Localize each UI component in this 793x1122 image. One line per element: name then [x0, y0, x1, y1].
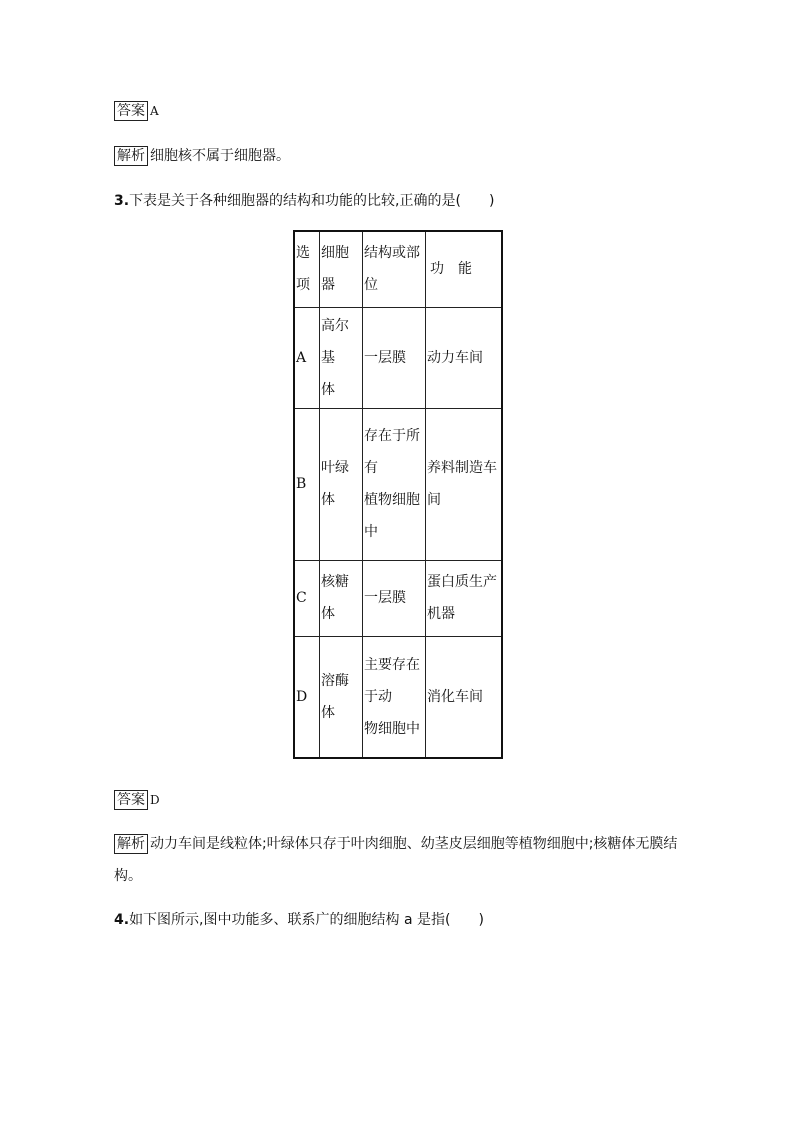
question-number: 4.	[114, 912, 130, 928]
analysis-text: 动力车间是线粒体;叶绿体只存于叶肉细胞、幼茎皮层细胞等植物细胞中;核糖体无膜结	[150, 836, 678, 852]
cell-line: 溶酶体	[321, 672, 349, 721]
header-line: 项	[296, 277, 310, 294]
header-function	[426, 231, 503, 307]
analysis-text: 细胞核不属于细胞器。	[150, 148, 290, 164]
answer-line-1	[114, 100, 159, 122]
cell-line: 动力车间	[427, 349, 483, 366]
row-option: B	[294, 408, 320, 560]
row-option: D	[294, 636, 320, 758]
answer-value: D	[150, 793, 160, 807]
cell-line: 养料制造车	[427, 460, 497, 476]
table-row	[294, 307, 502, 408]
analysis-line-3	[114, 833, 677, 855]
row-structure	[363, 307, 426, 408]
cell-line: 叶绿体	[321, 460, 349, 508]
analysis-line-3-cont	[114, 865, 142, 887]
answer-value: A	[150, 104, 159, 118]
question-3	[114, 190, 494, 212]
question-number: 3.	[114, 193, 130, 209]
cell-line: 于动	[364, 688, 392, 705]
cell-line: 间	[427, 492, 441, 508]
organelle-comparison-table	[293, 230, 503, 759]
analysis-tag: 解析	[114, 834, 148, 854]
answer-line-3	[114, 789, 160, 811]
question-4	[114, 909, 484, 931]
row-function	[426, 408, 503, 560]
cell-line: 高尔基	[321, 317, 349, 366]
header-structure	[363, 231, 426, 307]
header-line: 选	[296, 245, 310, 262]
row-structure	[363, 636, 426, 758]
row-structure	[363, 408, 426, 560]
row-structure	[363, 560, 426, 636]
cell-line: 核糖体	[321, 574, 349, 622]
table-row	[294, 560, 502, 636]
row-option: A	[294, 307, 320, 408]
row-function	[426, 307, 503, 408]
row-organelle	[320, 560, 363, 636]
cell-line: 消化车间	[427, 688, 483, 705]
question-text: 如下图所示,图中功能多、联系广的细胞结构 a 是指( )	[129, 912, 484, 928]
row-organelle	[320, 408, 363, 560]
header-line: 结构或部	[364, 245, 420, 262]
row-organelle	[320, 307, 363, 408]
table-row	[294, 408, 502, 560]
header-organelle	[320, 231, 363, 307]
answer-tag: 答案	[114, 101, 148, 121]
question-text: 下表是关于各种细胞器的结构和功能的比较,正确的是( )	[129, 193, 495, 209]
row-function	[426, 636, 503, 758]
cell-line: 有	[364, 460, 378, 476]
cell-line: 一层膜	[364, 590, 406, 606]
analysis-text: 构。	[114, 868, 142, 884]
cell-line: 物细胞中	[364, 720, 420, 737]
cell-line: 体	[321, 381, 335, 398]
answer-tag: 答案	[114, 790, 148, 810]
cell-line: 存在于所	[364, 428, 420, 444]
cell-line: 主要存在	[364, 656, 420, 673]
analysis-line-1	[114, 145, 290, 167]
row-option: C	[294, 560, 320, 636]
cell-line: 一层膜	[364, 349, 406, 366]
table-header-row	[294, 231, 502, 307]
row-function	[426, 560, 503, 636]
cell-line: 蛋白质生产	[427, 574, 497, 590]
header-line: 位	[364, 277, 378, 294]
header-option	[294, 231, 320, 307]
cell-line: 中	[364, 524, 378, 540]
cell-line: 机器	[427, 606, 455, 622]
analysis-tag: 解析	[114, 146, 148, 166]
header-line: 细胞器	[321, 245, 349, 294]
table-row	[294, 636, 502, 758]
header-line: 功 能	[430, 261, 472, 278]
row-organelle	[320, 636, 363, 758]
cell-line: 植物细胞	[364, 492, 420, 508]
